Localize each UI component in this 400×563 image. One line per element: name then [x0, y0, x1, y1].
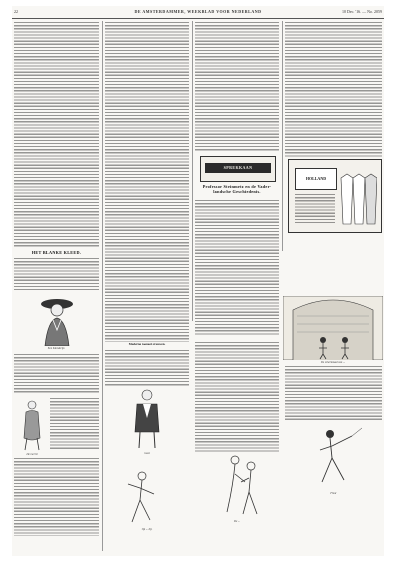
couple-sketch — [215, 452, 269, 518]
figure-caption: De ... — [233, 520, 241, 523]
ad-brand-name: SPREKKAAN — [205, 163, 271, 173]
ad-text — [295, 194, 335, 224]
text-block — [195, 342, 279, 452]
figure-caption: Op ... bij. — [141, 528, 153, 531]
figure-caption: De Gerrit — [26, 453, 38, 456]
newspaper-page — [12, 6, 384, 556]
text-block — [105, 350, 189, 386]
sprekkaan-advertisement — [200, 156, 276, 182]
text-block — [195, 200, 279, 335]
figure-caption: Fleur — [330, 492, 337, 495]
coat-figures-illustration — [337, 168, 377, 226]
article-heading: HET BLANKE KLEED. — [31, 250, 82, 255]
lady-hat-illustration — [34, 294, 80, 346]
dancer-sketch — [114, 468, 168, 528]
newspaper-title: DE AMSTERDAMMER, WEEKBLAD VOOR NEDERLAND — [134, 9, 262, 14]
figure-caption: Een Kleedertje. — [47, 347, 66, 350]
column-rule — [192, 21, 193, 321]
page-number: 22 — [14, 9, 18, 14]
text-block — [285, 22, 382, 157]
column-rule — [282, 21, 283, 251]
text-block — [195, 22, 279, 152]
text-block — [14, 258, 99, 290]
article-heading: Professor Steinmetz en de Vader-landsche Geschiedenis. — [202, 184, 272, 194]
column-rule — [102, 21, 103, 551]
text-block — [105, 22, 189, 342]
standing-woman-illustration — [16, 398, 48, 452]
text-block — [14, 354, 99, 394]
coat-advertisement — [288, 159, 382, 233]
article-heading: Moderne tooneel-vrouwen. — [128, 342, 166, 346]
ad-brand-name: HOLLAND — [295, 168, 337, 190]
issue-date: 10 Dec. '16. — No. 2059 — [341, 9, 382, 14]
text-block — [14, 458, 99, 536]
gentleman-illustration — [125, 388, 169, 450]
page-header — [12, 6, 384, 19]
gymnasium-illustration — [283, 296, 383, 360]
text-block — [50, 398, 99, 450]
figure-caption: Gast — [144, 452, 150, 455]
fencer-sketch — [308, 424, 364, 490]
text-block — [14, 22, 99, 248]
text-block — [285, 366, 382, 420]
figure-caption: De schermzaal van ... — [320, 361, 346, 364]
